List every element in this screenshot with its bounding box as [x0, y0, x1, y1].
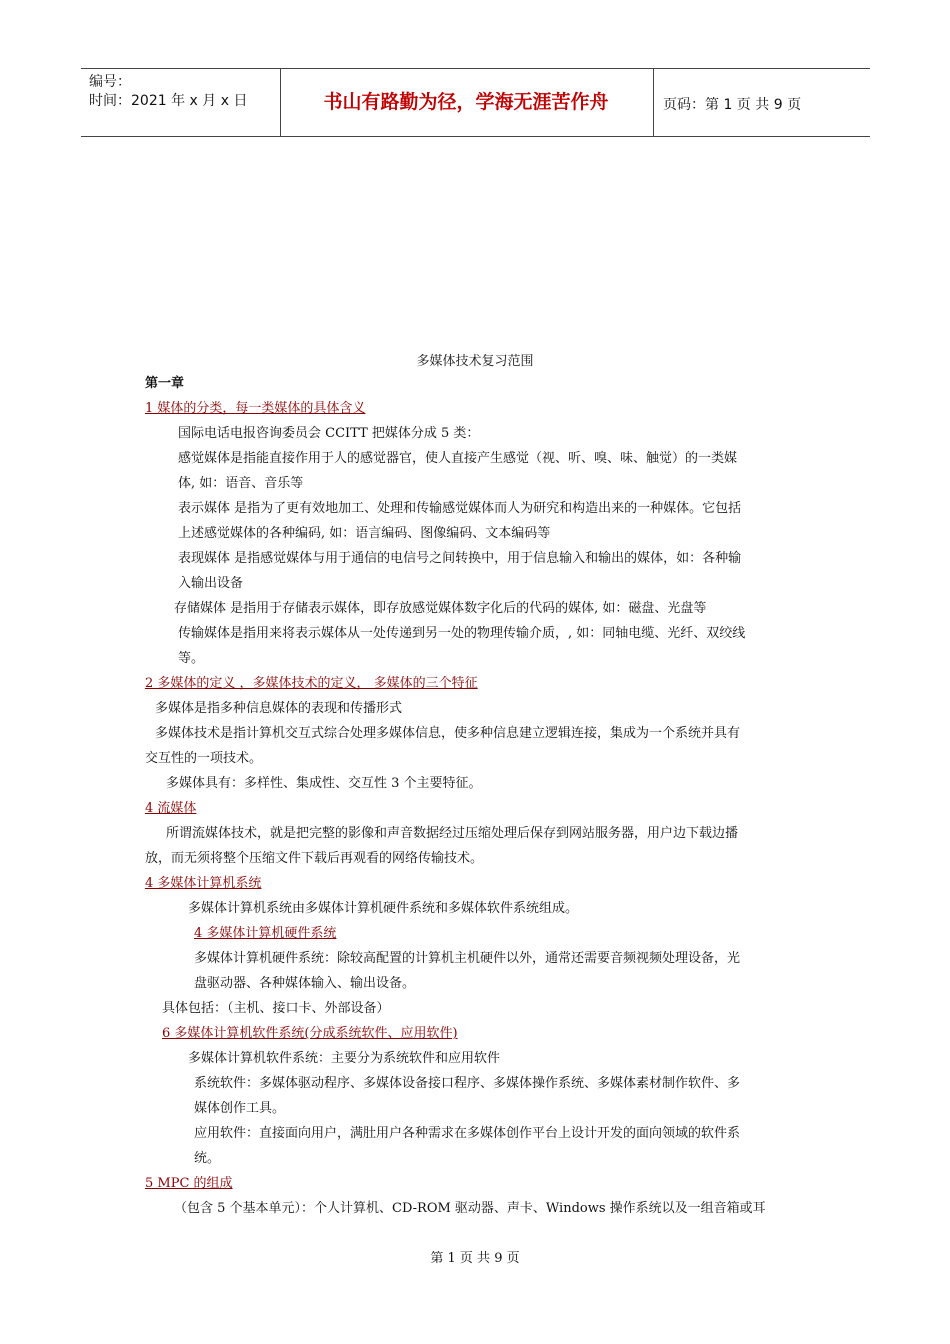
- paragraph: 交互性的一项技术。: [145, 751, 263, 766]
- paragraph: 具体包括：（主机、接口卡、外部设备）: [162, 1001, 390, 1016]
- number-label: 编号：: [89, 74, 131, 90]
- paragraph: 多媒体具有：多样性、集成性、交互性 3 个主要特征。: [166, 776, 482, 791]
- paragraph: 国际电话电报咨询委员会 CCITT 把媒体分成 5 类：: [178, 426, 480, 441]
- section-heading: 4 流媒体: [145, 801, 197, 816]
- section-heading: 5 MPC 的组成: [145, 1176, 233, 1191]
- paragraph: 表现媒体 是指感觉媒体与用于通信的电信号之间转换中，用于信息输入和输出的媒体，如：各种输: [178, 551, 742, 566]
- paragraph: 体, 如：语音、音乐等: [178, 476, 304, 491]
- paragraph: 多媒体计算机系统由多媒体计算机硬件系统和多媒体软件系统组成。: [188, 901, 579, 916]
- paragraph: 统。: [194, 1151, 221, 1166]
- header-motto: 书山有路勤为径，学海无涯苦作舟: [323, 91, 609, 113]
- header-divider: [653, 69, 654, 136]
- subsection-heading: 4 多媒体计算机硬件系统: [194, 926, 337, 941]
- paragraph: 感觉媒体是指能直接作用于人的感觉器官，使人直接产生感觉（视、听、嗅、味、触觉）的一类媒: [178, 451, 738, 466]
- document-title: 多媒体技术复习范围: [416, 354, 534, 369]
- section-heading: 2 多媒体的定义 ，多媒体技术的定义， 多媒体的三个特征: [145, 676, 478, 691]
- paragraph: 多媒体计算机硬件系统：除较高配置的计算机主机硬件以外，通常还需要音频视频处理设备，光: [194, 951, 741, 966]
- paragraph: 等。: [178, 651, 205, 666]
- subsection-heading: 6 多媒体计算机软件系统(分成系统软件、应用软件): [162, 1026, 458, 1041]
- header-meta: [89, 73, 279, 111]
- paragraph: 所谓流媒体技术，就是把完整的影像和声音数据经过压缩处理后保存到网站服务器，用户边下载边播: [166, 826, 739, 841]
- chapter-heading: 第一章: [145, 376, 185, 391]
- paragraph: （包含 5 个基本单元）：个人计算机、CD-ROM 驱动器、声卡、Windows 操作系统以及一组音箱或耳: [174, 1201, 766, 1216]
- paragraph: 存储媒体 是指用于存储表示媒体，即存放感觉媒体数字化后的代码的媒体, 如：磁盘、光盘等: [174, 601, 707, 616]
- time-label: 时间：2021 年 x 月 x 日: [89, 93, 248, 109]
- paragraph: 媒体创作工具。: [194, 1101, 286, 1116]
- page-header: [81, 68, 870, 137]
- paragraph: 系统软件：多媒体驱动程序、多媒体设备接口程序、多媒体操作系统、多媒体素材制作软件、多: [194, 1076, 741, 1091]
- paragraph: 传输媒体是指用来将表示媒体从一处传递到另一处的物理传输介质，, 如：同轴电缆、光纤、双绞线: [178, 626, 746, 641]
- paragraph: 入输出设备: [178, 576, 244, 591]
- paragraph: 盘驱动器、各种媒体输入、输出设备。: [194, 976, 416, 991]
- paragraph: 表示媒体 是指为了更有效地加工、处理和传输感觉媒体而人为研究和构造出来的一种媒体。它包括: [178, 501, 742, 516]
- section-heading: 4 多媒体计算机系统: [145, 876, 262, 891]
- page-footer: 第 1 页 共 9 页: [430, 1251, 520, 1266]
- paragraph: 多媒体技术是指计算机交互式综合处理多媒体信息，使多种信息建立逻辑连接，集成为一个系统并具有: [155, 726, 741, 741]
- section-heading: 1 媒体的分类，每一类媒体的具体含义: [145, 401, 366, 416]
- paragraph: 多媒体是指多种信息媒体的表现和传播形式: [155, 701, 403, 716]
- paragraph: 应用软件：直接面向用户，满肚用户各种需求在多媒体创作平台上设计开发的面向领域的软件系: [194, 1126, 741, 1141]
- header-divider: [280, 69, 281, 136]
- paragraph: 多媒体计算机软件系统：主要分为系统软件和应用软件: [188, 1051, 501, 1066]
- paragraph: 上述感觉媒体的各种编码, 如：语言编码、图像编码、文本编码等: [178, 526, 551, 541]
- header-page-info: 页码：第 1 页 共 9 页: [663, 97, 802, 113]
- paragraph: 放，而无须将整个压缩文件下载后再观看的网络传输技术。: [145, 851, 484, 866]
